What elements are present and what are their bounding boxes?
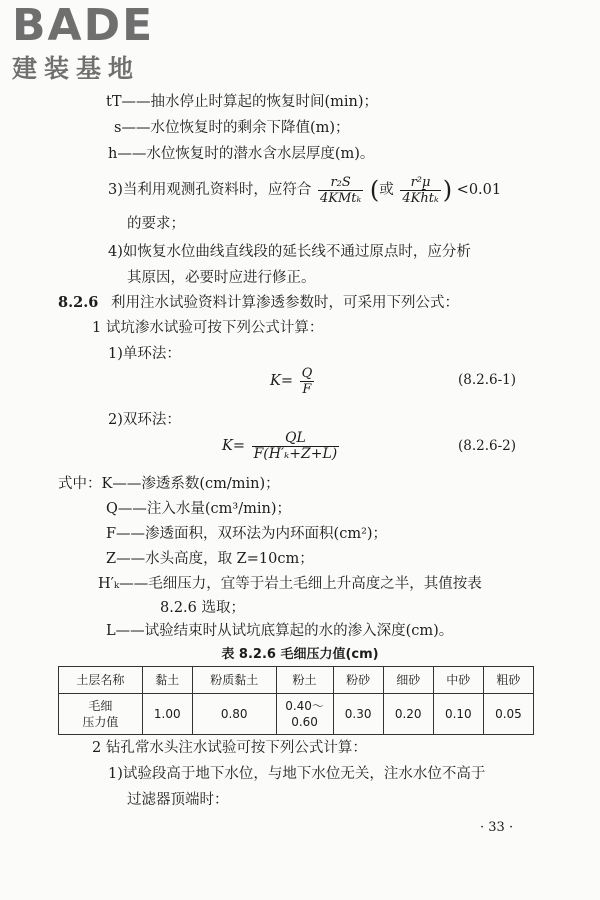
table-row	[59, 694, 534, 735]
formula-line	[108, 170, 501, 210]
fraction	[318, 175, 363, 206]
text-line: 2)双环法：	[108, 412, 181, 428]
text-line: tT——抽水停止时算起的恢复时间(min)；	[106, 94, 379, 110]
paren-open: (	[369, 176, 380, 204]
denominator: 4KMtₖ	[320, 190, 362, 206]
fraction	[400, 175, 440, 206]
text-line: 1)单环法：	[108, 346, 181, 362]
equation-1	[270, 364, 316, 398]
numerator: QL	[252, 431, 340, 447]
table-cell: 0.40～0.60	[276, 694, 333, 735]
table-header-cell: 细砂	[383, 667, 433, 694]
table-header-cell: 粉土	[276, 667, 333, 694]
denominator: F	[302, 381, 312, 397]
logo-subtitle: 建装基地	[12, 54, 141, 83]
text-line: F——渗透面积，双环法为内环面积(cm²)；	[106, 526, 388, 542]
table-header-cell: 粗砂	[483, 667, 533, 694]
page-number: · 33 ·	[480, 820, 514, 835]
text-line: 1)试验段高于地下水位，与地下水位无关，注水水位不高于	[108, 766, 486, 782]
row-label-line: 压力值	[82, 715, 119, 729]
eq-lhs: K=	[222, 438, 245, 454]
text-line: 2 钻孔常水头注水试验可按下列公式计算：	[92, 740, 367, 756]
section-heading	[58, 293, 459, 313]
table-cell: 0.30	[333, 694, 383, 735]
table-header-cell: 粉砂	[333, 667, 383, 694]
table-caption: 表 8.2.6 毛细压力值(cm)	[221, 647, 379, 662]
paren-close: )	[442, 176, 453, 204]
table-cell: 0.80	[192, 694, 276, 735]
table-header-row	[59, 667, 534, 694]
text-segment: 3)当利用观测孔资料时，应符合	[108, 182, 312, 198]
table-cell: 0.10	[433, 694, 483, 735]
equation-number: (8.2.6-1)	[458, 372, 517, 388]
logo-brand: BADE	[12, 0, 155, 51]
text-line: 过滤器顶端时：	[127, 792, 229, 808]
text-line: h——水位恢复时的潜水含水层厚度(m)。	[108, 146, 375, 162]
table-header-cell: 黏土	[142, 667, 192, 694]
equation-number: (8.2.6-2)	[458, 438, 517, 454]
text-segment: <0.01	[456, 182, 502, 198]
text-line: H′ₖ——毛细压力，宜等于岩土毛细上升高度之半，其值按表	[98, 576, 482, 592]
numerator: r₂S	[318, 175, 363, 191]
text-line: 4)如恢复水位曲线直线段的延长线不通过原点时，应分析	[108, 244, 471, 260]
text-line: Q——注入水量(cm³/min)；	[106, 501, 291, 517]
denominator: 4Kh̄tₖ	[402, 190, 439, 206]
text-line: Z——水头高度，取 Z=10cm；	[106, 551, 314, 567]
fraction	[300, 366, 315, 397]
section-text: 利用注水试验资料计算渗透参数时，可采用下列公式：	[110, 295, 459, 311]
text-line: s——水位恢复时的剩余下降值(m)；	[114, 120, 350, 136]
denominator: F(H′ₖ+Z+L)	[253, 445, 338, 462]
table-header-cell: 中砂	[433, 667, 483, 694]
capillary-pressure-table	[58, 666, 534, 735]
numerator: r²μ	[400, 175, 440, 191]
row-label-line: 毛细	[88, 699, 113, 713]
table-cell: 1.00	[142, 694, 192, 735]
text-line: 其原因，必要时应进行修正。	[127, 270, 316, 286]
text-line: 8.2.6 选取；	[160, 600, 246, 616]
table-row-label	[59, 694, 143, 735]
table-cell: 0.20	[383, 694, 433, 735]
text-line: L——试验结束时从试坑底算起的水的渗入深度(cm)。	[106, 623, 454, 639]
numerator: Q	[301, 365, 313, 381]
or-label: 或	[379, 182, 394, 198]
fraction	[252, 431, 340, 462]
eq-lhs: K=	[270, 373, 293, 389]
section-number: 8.2.6	[58, 294, 99, 311]
table-header-cell: 粉质黏土	[192, 667, 276, 694]
text-line: 1 试坑渗水试验可按下列公式计算：	[92, 320, 324, 336]
equation-2	[222, 428, 341, 464]
text-line: 的要求；	[127, 216, 185, 232]
table-header-cell: 土层名称	[59, 667, 143, 694]
text-line: 式中：K——渗透系数(cm/min)；	[58, 476, 280, 492]
table-cell: 0.05	[483, 694, 533, 735]
